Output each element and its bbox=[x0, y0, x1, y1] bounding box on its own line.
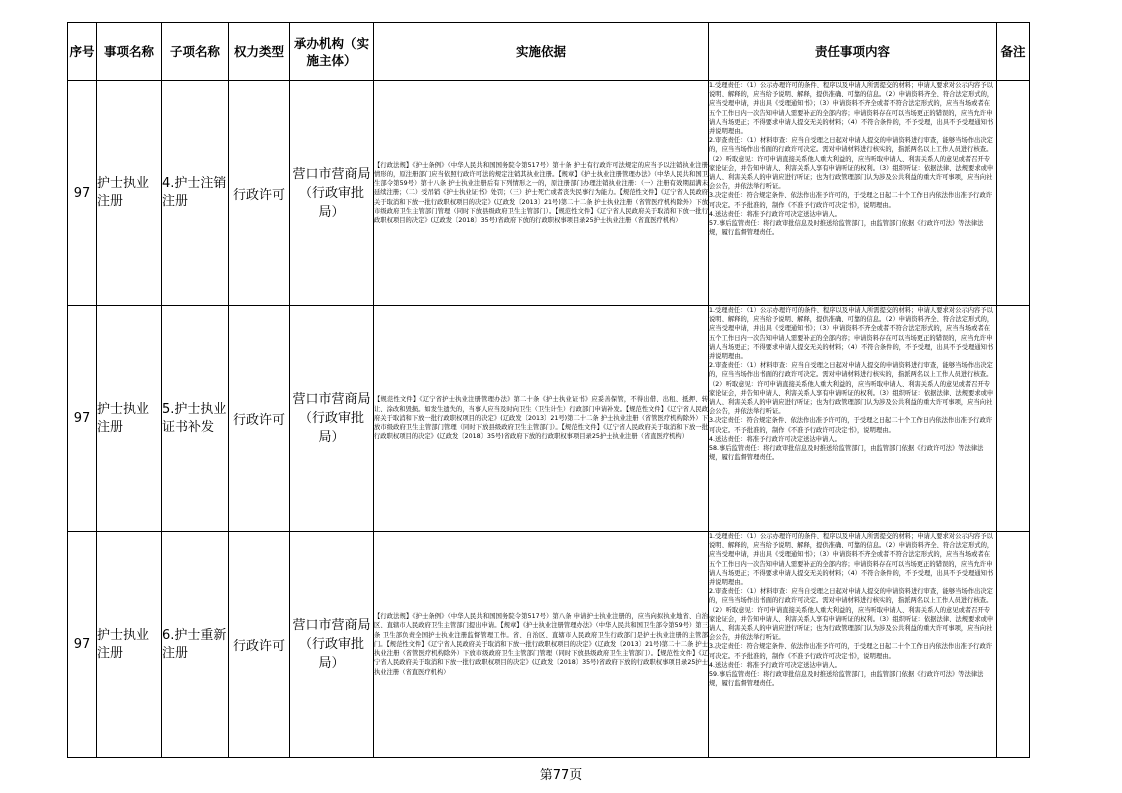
basis-cell: 【行政法规】《护士条例》（中华人民共和国国务院令第517号）第八条 申请护士执业注册的，应当向拟执业地省、自治区、直辖市人民政府卫生主管部门提出申请。【规章】《护士执业注册管理办法》（中华人民共和国卫生部令第59号）第三条 卫生部负责全国护士执业注册监督管理工作。省、自治区、直辖市人民政府卫生行政部门是护士执业注册的主管部门。【规范性文件】《辽宁省人民政府关于取消和下放一批行政职权项目的决定》(辽政发〔2013〕21号)第二十二条 护士执业注册（省管医疗机构除外）下放市级政府卫生主管部门管理（同时下放县级政府卫生主管部门）。【规范性文件】《辽宁省人民政府关于取消和下放一批行政职权项目的决定》(辽政发〔2018〕35号)省政府下放的行政职权事项目录25护士执业注册（省直医疗机构） bbox=[374, 532, 709, 758]
basis-cell: 【行政法规】《护士条例》（中华人民共和国国务院令第517号）第十条 护士有行政许可法规定的应当予以注销执业注册情形的，原注册部门应当依照行政许可法的规定注销其执业注册。【规章】《护士执业注册管理办法》（中华人民共和国卫生部令第59号）第十八条 护士执业注册后有下列情形之一的，原注册部门办理注销执业注册：（一）注册有效期届满未延续注册；（二）受吊销《护士执业证书》处罚；（三）护士死亡或者丧失民事行为能力。【规范性文件】《辽宁省人民政府关于取消和下放一批行政职权项目的决定》(辽政发〔2013〕21号)第二十二条 护士执业注册（省管医疗机构除外）下放市级政府卫生主管部门管理（同时下放县级政府卫生主管部门）。【规范性文件】《辽宁省人民政府关于取消和下放一批行政职权项目的决定》(辽政发〔2018〕35号)省政府下放的行政职权事项目录25护士执业注册（省直医疗机构） bbox=[374, 81, 709, 306]
seq-cell: 97 bbox=[68, 81, 97, 306]
resp-item: 57.事后监管责任：将行政审批信息及时推送给监管部门，由监管部门依据《行政许可法》等法律法规，履行监督管理责任。 bbox=[709, 220, 984, 237]
item-name-cell: 护士执业注册 bbox=[97, 532, 162, 758]
org-cell: 营口市营商局（行政审批局） bbox=[290, 81, 374, 306]
header-item: 事项名称 bbox=[97, 23, 162, 81]
header-basis: 实施依据 bbox=[374, 23, 709, 81]
sub-item-cell: 6.护士重新注册 bbox=[162, 532, 229, 758]
table-row bbox=[68, 306, 1030, 532]
page-number: 第77页 bbox=[539, 768, 583, 783]
header-note: 备注 bbox=[997, 23, 1030, 81]
resp-item: 2.审查责任：（1）材料审查：应当自受理之日起对申请人提交的申请资料进行审查，能够当场作出决定的，应当当场作出书面的行政许可决定。需对申请材料进行核实的，指派两名以上工作人员进行核查。（2）听取意见：许可申请直接关系他人重大利益的，应当听取申请人、利害关系人的意见或者召开专家论证会，并告知申请人、利害关系人享有申请听证的权利。（3）组织听证：依据法律、法规要求或申请人、利害关系人的申请应进行听证；也为行政管理部门认为涉及公共利益的重大许可事项，应当向社会公告，并依法举行听证。 bbox=[709, 137, 994, 191]
note-cell bbox=[997, 306, 1030, 532]
org-cell: 营口市营商局（行政审批局） bbox=[290, 532, 374, 758]
resp-item: 4.送达责任：将准予行政许可决定送达申请人。 bbox=[709, 435, 841, 443]
header-seq: 序号 bbox=[68, 23, 97, 81]
header-resp: 责任事项内容 bbox=[709, 23, 997, 81]
note-cell bbox=[997, 532, 1030, 758]
table-row bbox=[68, 532, 1030, 758]
header-row bbox=[68, 23, 1030, 81]
resp-item: 3.决定责任：符合规定条件、依法作出准予许可的，于受理之日起二十个工作日内依法作出准予行政许可决定。不予批准的，制作《不准予行政许可决定书》，说明理由。 bbox=[709, 192, 993, 209]
power-type-cell: 行政许可 bbox=[229, 81, 290, 306]
resp-item: 4.送达责任：将准予行政许可决定送达申请人。 bbox=[709, 661, 841, 669]
sub-item-cell: 5.护士执业证书补发 bbox=[162, 306, 229, 532]
table-row bbox=[68, 81, 1030, 306]
resp-item: 3.决定责任：符合规定条件、依法作出准予许可的，于受理之日起二十个工作日内依法作出准予行政许可决定。不予批准的，制作《不准予行政许可决定书》，说明理由。 bbox=[709, 643, 993, 660]
resp-item: 3.决定责任：符合规定条件、依法作出准予许可的，于受理之日起二十个工作日内依法作出准予行政许可决定。不予批准的，制作《不准予行政许可决定书》，说明理由。 bbox=[709, 417, 993, 434]
sub-item-cell: 4.护士注销注册 bbox=[162, 81, 229, 306]
responsibility-cell bbox=[709, 306, 997, 532]
resp-item: 1.受理责任：（1）公示办理许可的条件、程序以及申请人所需提交的材料；申请人要求对公示内容予以说明、解释的，应当给予说明、解释，提供准确、可靠的信息。（2）申请资料齐全、符合法定形式的，应当受理申请，并出具《受理通知书》；（3）申请资料不齐全或者不符合法定形式的，应当当场或者在五个工作日内一次告知申请人需要补正的全部内容；申请资料存在可以当场更正的错误的，应当允许申请人当场更正；不得要求申请人提交无关的材料；（4）不符合条件的，不予受理，出具不予受理通知书并说明理由。 bbox=[709, 307, 994, 361]
org-cell: 营口市营商局（行政审批局） bbox=[290, 306, 374, 532]
power-type-cell: 行政许可 bbox=[229, 306, 290, 532]
resp-item: 2.审查责任：（1）材料审查：应当自受理之日起对申请人提交的申请资料进行审查，能够当场作出决定的，应当当场作出书面的行政许可决定。需对申请材料进行核实的，指派两名以上工作人员进行核查。（2）听取意见：许可申请直接关系他人重大利益的，应当听取申请人、利害关系人的意见或者召开专家论证会，并告知申请人、利害关系人享有申请听证的权利。（3）组织听证：依据法律、法规要求或申请人、利害关系人的申请应进行听证；也为行政管理部门认为涉及公共利益的重大许可事项，应当向社会公告，并依法举行听证。 bbox=[709, 362, 994, 416]
item-name-cell: 护士执业注册 bbox=[97, 306, 162, 532]
resp-item: 1.受理责任：（1）公示办理许可的条件、程序以及申请人所需提交的材料；申请人要求对公示内容予以说明、解释的，应当给予说明、解释，提供准确、可靠的信息。（2）申请资料齐全、符合法定形式的，应当受理申请，并出具《受理通知书》；（3）申请资料不齐全或者不符合法定形式的，应当当场或者在五个工作日内一次告知申请人需要补正的全部内容；申请资料存在可以当场更正的错误的，应当允许申请人当场更正；不得要求申请人提交无关的材料；（4）不符合条件的，不予受理，出具不予受理通知书并说明理由。 bbox=[709, 533, 994, 587]
resp-item: 58.事后监管责任：将行政审批信息及时推送给监管部门，由监管部门依据《行政许可法》等法律法规，履行监督管理责任。 bbox=[709, 445, 984, 462]
resp-item: 1.受理责任：（1）公示办理许可的条件、程序以及申请人所需提交的材料；申请人要求对公示内容予以说明、解释的，应当给予说明、解释，提供准确、可靠的信息。（2）申请资料齐全、符合法定形式的，应当受理申请，并出具《受理通知书》；（3）申请资料不齐全或者不符合法定形式的，应当当场或者在五个工作日内一次告知申请人需要补正的全部内容；申请资料存在可以当场更正的错误的，应当允许申请人当场更正；不得要求申请人提交无关的材料；（4）不符合条件的，不予受理，出具不予受理通知书并说明理由。 bbox=[709, 82, 994, 136]
responsibility-table bbox=[67, 22, 1030, 758]
basis-cell: 【规范性文件】《辽宁省护士执业注册管理办法》第二十条《护士执业证书》应妥善保管，不得出借、出租、抵押、转让、涂改和毁损。如发生遗失的，当事人应当及时向卫生（卫生计生）行政部门申请补发。【规范性文件】《辽宁省人民政府关于取消和下放一批行政职权项目的决定》(辽政发〔2013〕21号)第二十二条 护士执业注册（省管医疗机构除外）下放市级政府卫生主管部门管理（同时下放县级政府卫生主管部门）。【规范性文件】《辽宁省人民政府关于取消和下放一批行政职权项目的决定》(辽政发〔2018〕35号)省政府下放的行政职权事项目录25护士执业注册（省直医疗机构） bbox=[374, 306, 709, 532]
power-type-cell: 行政许可 bbox=[229, 532, 290, 758]
seq-cell: 97 bbox=[68, 306, 97, 532]
header-sub: 子项名称 bbox=[162, 23, 229, 81]
resp-item: 4.送达责任：将准予行政许可决定送达申请人。 bbox=[709, 210, 841, 218]
responsibility-cell bbox=[709, 81, 997, 306]
resp-item: 59.事后监管责任：将行政审批信息及时推送给监管部门，由监管部门依据《行政许可法》等法律法规，履行监督管理责任。 bbox=[709, 671, 984, 688]
header-org: 承办机构（实施主体） bbox=[290, 23, 374, 81]
item-name-cell: 护士执业注册 bbox=[97, 81, 162, 306]
resp-item: 2.审查责任：（1）材料审查：应当自受理之日起对申请人提交的申请资料进行审查，能够当场作出决定的，应当当场作出书面的行政许可决定。需对申请材料进行核实的，指派两名以上工作人员进行核查。（2）听取意见：许可申请直接关系他人重大利益的，应当听取申请人、利害关系人的意见或者召开专家论证会，并告知申请人、利害关系人享有申请听证的权利。（3）组织听证：依据法律、法规要求或申请人、利害关系人的申请应进行听证；也为行政管理部门认为涉及公共利益的重大许可事项，应当向社会公告，并依法举行听证。 bbox=[709, 588, 994, 642]
note-cell bbox=[997, 81, 1030, 306]
seq-cell: 97 bbox=[68, 532, 97, 758]
header-type: 权力类型 bbox=[229, 23, 290, 81]
responsibility-cell bbox=[709, 532, 997, 758]
